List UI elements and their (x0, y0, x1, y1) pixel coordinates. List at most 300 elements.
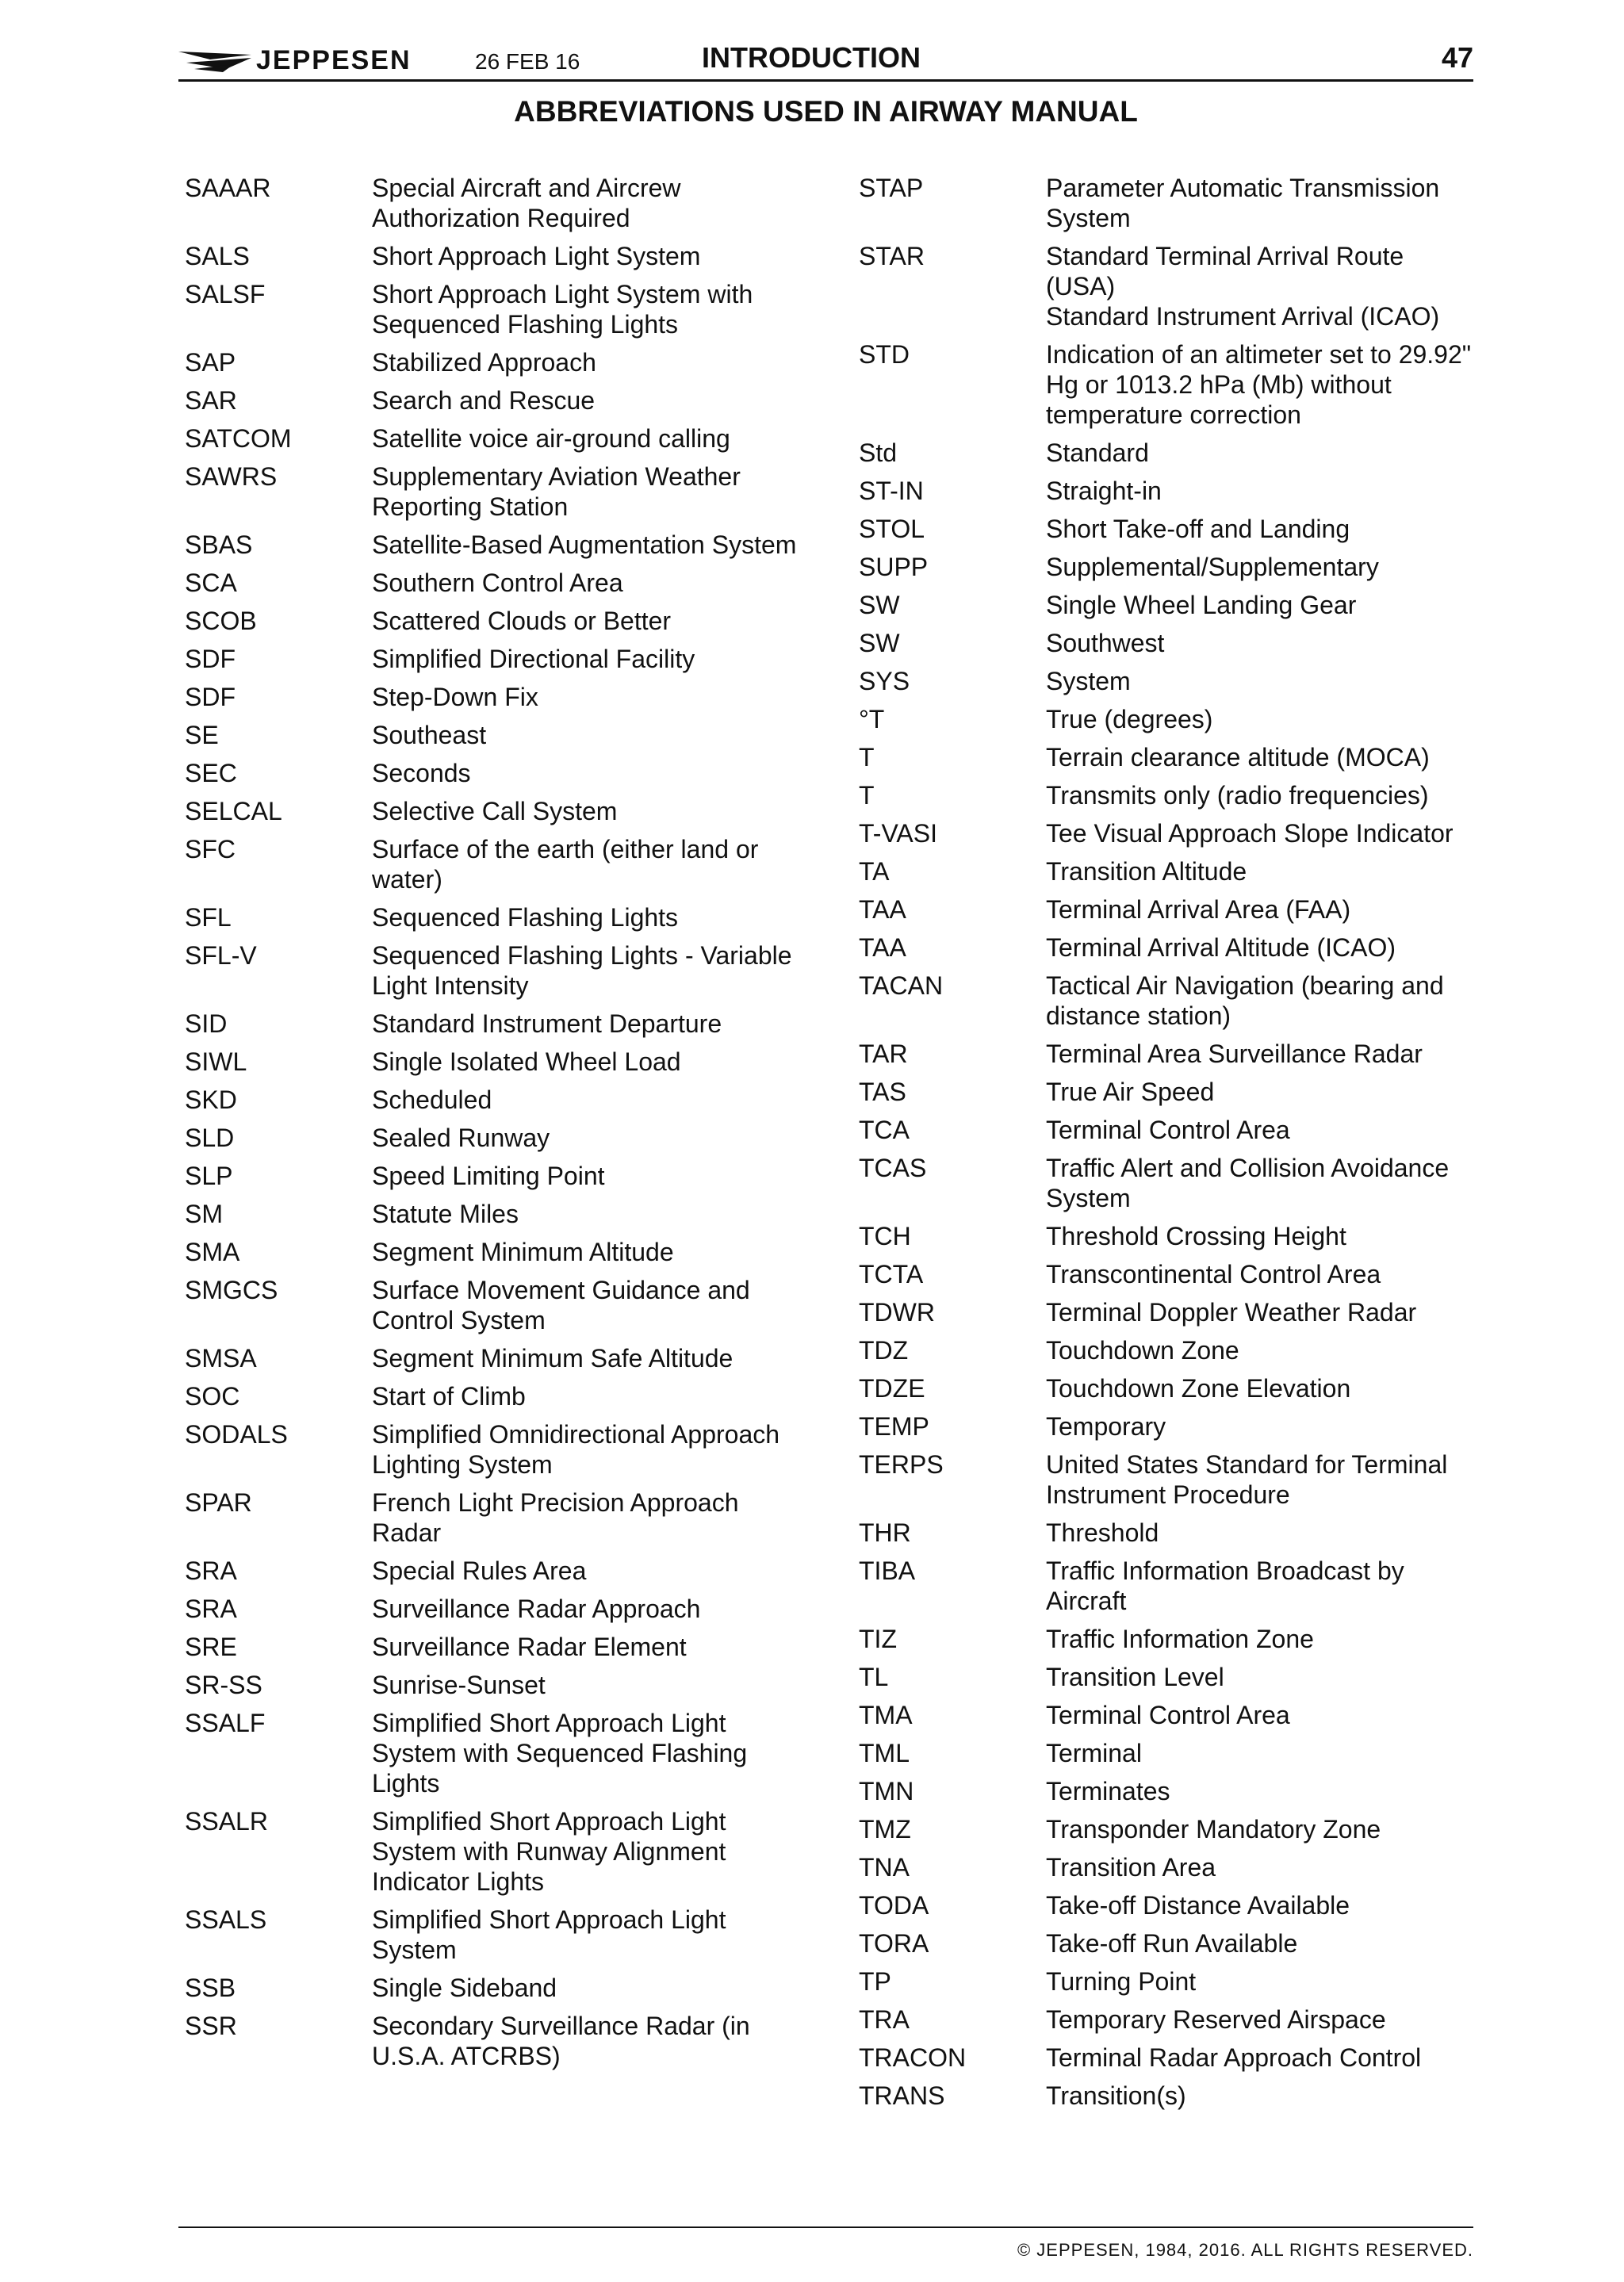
abbreviation-definitions (1046, 552, 1477, 582)
page-number: 47 (1441, 41, 1473, 74)
abbreviation-term: SPAR (185, 1488, 252, 1517)
abbreviation-term: THR (859, 1518, 911, 1547)
abbreviation-term: TRACON (859, 2043, 967, 2072)
abbreviation-row (859, 856, 1477, 886)
abbreviation-term: TAA (859, 895, 906, 924)
abbreviation-definitions (1046, 1852, 1477, 1882)
abbreviation-definition: Statute Miles (372, 1200, 519, 1228)
abbreviation-row (185, 1556, 867, 1586)
abbreviation-term: SLD (185, 1124, 235, 1152)
abbreviation-row (859, 1928, 1477, 1958)
abbreviation-definitions (1046, 2081, 1477, 2111)
abbreviation-row (185, 796, 867, 826)
abbreviation-term: TML (859, 1739, 910, 1767)
abbreviation-definitions (372, 1161, 800, 1191)
abbreviation-definitions (372, 347, 800, 377)
abbreviation-definition: Transition Area (1046, 1853, 1216, 1882)
jeppesen-swoosh-icon (178, 47, 251, 74)
abbreviation-row (859, 339, 1477, 430)
abbreviation-term: SR-SS (185, 1671, 262, 1699)
abbreviation-definitions (372, 461, 800, 522)
abbreviation-term: TEMP (859, 1412, 929, 1441)
abbreviation-definitions (1046, 971, 1477, 1031)
abbreviation-definition: Short Approach Light System (372, 242, 701, 270)
abbreviation-term: TAR (859, 1040, 908, 1068)
abbreviation-definitions (372, 173, 800, 233)
abbreviation-definitions (372, 1343, 800, 1373)
abbreviation-row (185, 758, 867, 788)
copyright-footer: © JEPPESEN, 1984, 2016. ALL RIGHTS RESERVED. (1017, 2240, 1473, 2260)
abbreviation-term: TDZ (859, 1336, 909, 1365)
abbreviation-definition: Terminal Radar Approach Control (1046, 2043, 1422, 2072)
abbreviation-definitions (1046, 476, 1477, 506)
abbreviation-row (859, 438, 1477, 468)
abbreviation-term: SMGCS (185, 1276, 278, 1304)
abbreviation-term: TRA (859, 2005, 910, 2034)
abbreviation-row (185, 902, 867, 932)
abbreviation-definitions (372, 1381, 800, 1411)
abbreviation-term: °T (859, 705, 885, 733)
abbreviation-definitions (372, 279, 800, 339)
abbreviation-definition: Temporary (1046, 1412, 1166, 1441)
abbreviation-definition: System (1046, 667, 1131, 695)
abbreviation-row (185, 2011, 867, 2071)
abbreviation-term: SAP (185, 348, 236, 377)
abbreviation-term: SAR (185, 386, 237, 415)
abbreviation-definitions (1046, 666, 1477, 696)
abbreviation-row (185, 1973, 867, 2003)
abbreviation-definition: Secondary Surveillance Radar (in U.S.A. ATCRBS) (372, 2012, 750, 2070)
abbreviation-definitions (1046, 590, 1477, 620)
abbreviation-row (859, 1890, 1477, 1920)
abbreviation-term: SID (185, 1009, 228, 1038)
abbreviation-term: SDF (185, 683, 236, 711)
abbreviation-term: TDWR (859, 1298, 935, 1327)
abbreviation-definition: Transition(s) (1046, 2081, 1186, 2110)
abbreviation-row (859, 1814, 1477, 1844)
abbreviation-definitions (1046, 1928, 1477, 1958)
abbreviation-definition: Terminal (1046, 1739, 1142, 1767)
abbreviation-definitions (1046, 628, 1477, 658)
abbreviation-row (859, 1624, 1477, 1654)
abbreviation-row (859, 476, 1477, 506)
abbreviation-definition: Standard Instrument Arrival (ICAO) (1046, 302, 1440, 331)
abbreviation-definition: Single Sideband (372, 1974, 557, 2002)
abbreviation-definition: Sequenced Flashing Lights - Variable Light Intensity (372, 941, 792, 1000)
abbreviation-row (185, 1343, 867, 1373)
abbreviation-row (185, 1632, 867, 1662)
abbreviation-term: T (859, 781, 875, 810)
abbreviation-term: SEC (185, 759, 237, 787)
abbreviation-term: SCOB (185, 607, 257, 635)
abbreviation-row (859, 590, 1477, 620)
abbreviation-definition: Southern Control Area (372, 569, 623, 597)
abbreviation-term: SE (185, 721, 219, 749)
section-title: INTRODUCTION (702, 41, 921, 74)
abbreviation-row (185, 461, 867, 522)
abbreviation-definitions (372, 758, 800, 788)
abbreviation-row (859, 894, 1477, 925)
abbreviation-definitions (372, 1973, 800, 2003)
abbreviation-term: SSB (185, 1974, 236, 2002)
abbreviation-term: TACAN (859, 971, 944, 1000)
abbreviation-term: SMA (185, 1238, 240, 1266)
abbreviation-definitions (1046, 438, 1477, 468)
abbreviation-definition: Take-off Distance Available (1046, 1891, 1350, 1920)
abbreviation-row (185, 241, 867, 271)
abbreviation-row (185, 423, 867, 454)
abbreviation-definition: Satellite-Based Augmentation System (372, 530, 797, 559)
abbreviation-definitions (1046, 1449, 1477, 1510)
abbreviation-definition: Terminal Arrival Area (FAA) (1046, 895, 1351, 924)
abbreviation-definitions (372, 720, 800, 750)
abbreviation-definition: Terminal Control Area (1046, 1116, 1290, 1144)
abbreviation-row (859, 1077, 1477, 1107)
abbreviation-row (185, 1381, 867, 1411)
abbreviation-row (185, 1009, 867, 1039)
abbreviation-row (185, 1708, 867, 1798)
abbreviation-definition: Take-off Run Available (1046, 1929, 1298, 1958)
abbreviation-term: SSALR (185, 1807, 268, 1836)
abbreviation-term: SFL-V (185, 941, 257, 970)
abbreviation-row (859, 1259, 1477, 1289)
abbreviation-row (185, 834, 867, 894)
abbreviation-term: SKD (185, 1085, 237, 1114)
abbreviation-row (859, 1153, 1477, 1213)
abbreviation-definitions (372, 1237, 800, 1267)
abbreviation-definitions (1046, 932, 1477, 963)
abbreviation-definitions (1046, 1966, 1477, 1997)
abbreviation-definition: Single Wheel Landing Gear (1046, 591, 1357, 619)
abbreviation-definitions (372, 644, 800, 674)
abbreviation-term: SIWL (185, 1047, 247, 1076)
abbreviation-definitions (1046, 1890, 1477, 1920)
abbreviation-row (185, 1806, 867, 1897)
abbreviation-row (185, 644, 867, 674)
abbreviation-term: TORA (859, 1929, 929, 1958)
abbreviation-term: SALSF (185, 280, 266, 308)
abbreviation-definitions (1046, 1411, 1477, 1442)
abbreviation-definition: Sealed Runway (372, 1124, 550, 1152)
abbreviation-term: SUPP (859, 553, 929, 581)
abbreviation-definition: Satellite voice air-ground calling (372, 424, 730, 453)
abbreviation-row (185, 1419, 867, 1480)
abbreviation-definition: Single Isolated Wheel Load (372, 1047, 681, 1076)
abbreviation-definitions (1046, 241, 1477, 331)
abbreviation-row (185, 940, 867, 1001)
abbreviation-row (859, 1411, 1477, 1442)
header-rule (178, 79, 1473, 82)
abbreviation-row (859, 1700, 1477, 1730)
abbreviation-term: SW (859, 591, 900, 619)
abbreviation-row (859, 2081, 1477, 2111)
abbreviation-definitions (1046, 1624, 1477, 1654)
abbreviation-term: STAR (859, 242, 925, 270)
header-date: 26 FEB 16 (475, 49, 580, 74)
abbreviation-definition: Short Approach Light System with Sequenced Flashing Lights (372, 280, 753, 339)
abbreviation-term: SALS (185, 242, 250, 270)
abbreviation-definition: Traffic Information Zone (1046, 1625, 1314, 1653)
page-title: ABBREVIATIONS USED IN AIRWAY MANUAL (514, 95, 1138, 128)
abbreviation-definitions (372, 796, 800, 826)
abbreviation-term: TIBA (859, 1556, 916, 1585)
abbreviation-term: ST-IN (859, 477, 924, 505)
abbreviation-term: SELCAL (185, 797, 282, 825)
abbreviation-definitions (372, 1905, 800, 1965)
abbreviation-definition: Step-Down Fix (372, 683, 538, 711)
abbreviation-definition: Simplified Short Approach Light System with Sequenced Flashing Lights (372, 1709, 748, 1798)
abbreviation-term: TCTA (859, 1260, 924, 1288)
abbreviation-row (185, 568, 867, 598)
abbreviation-term: SW (859, 629, 900, 657)
abbreviation-row (859, 1373, 1477, 1403)
abbreviation-definitions (372, 1275, 800, 1335)
abbreviation-definitions (1046, 1814, 1477, 1844)
abbreviation-definition: Surveillance Radar Approach (372, 1595, 701, 1623)
abbreviation-term: SODALS (185, 1420, 288, 1449)
abbreviation-definition: Standard (1046, 438, 1149, 467)
abbreviation-term: SYS (859, 667, 910, 695)
abbreviation-definition: Supplemental/Supplementary (1046, 553, 1379, 581)
abbreviation-row (859, 1115, 1477, 1145)
abbreviation-row (859, 1662, 1477, 1692)
abbreviation-definitions (372, 1488, 800, 1548)
abbreviation-definition: Segment Minimum Altitude (372, 1238, 674, 1266)
abbreviation-definitions (372, 423, 800, 454)
abbreviation-term: TMN (859, 1777, 914, 1805)
abbreviation-definitions (372, 1419, 800, 1480)
abbreviation-row (859, 552, 1477, 582)
abbreviation-definitions (372, 385, 800, 415)
abbreviation-definitions (1046, 1115, 1477, 1145)
abbreviation-term: SM (185, 1200, 223, 1228)
abbreviation-definition: Indication of an altimeter set to 29.92" Hg or 1013.2 hPa (Mb) without temperature correction (1046, 340, 1472, 429)
abbreviation-definitions (1046, 1221, 1477, 1251)
abbreviation-term: TCAS (859, 1154, 927, 1182)
abbreviation-row (185, 1594, 867, 1624)
abbreviation-definition: Simplified Short Approach Light System with Runway Alignment Indicator Lights (372, 1807, 726, 1896)
abbreviation-definition: Seconds (372, 759, 471, 787)
abbreviation-definition: Segment Minimum Safe Altitude (372, 1344, 733, 1373)
logo-text: JEPPESEN (256, 44, 412, 75)
abbreviation-term: SOC (185, 1382, 240, 1411)
abbreviation-definitions (372, 1085, 800, 1115)
abbreviation-definition: Terrain clearance altitude (MOCA) (1046, 743, 1430, 772)
abbreviation-definition: Surface of the earth (either land or water) (372, 835, 759, 894)
abbreviation-term: SBAS (185, 530, 253, 559)
abbreviation-definition: Transmits only (radio frequencies) (1046, 781, 1429, 810)
abbreviation-definition: Terminates (1046, 1777, 1170, 1805)
abbreviation-term: TIZ (859, 1625, 897, 1653)
abbreviation-definition: Sequenced Flashing Lights (372, 903, 679, 932)
abbreviation-definitions (1046, 339, 1477, 430)
abbreviation-row (185, 1905, 867, 1965)
abbreviation-definitions (372, 1009, 800, 1039)
abbreviation-definitions (372, 1594, 800, 1624)
abbreviation-row (859, 1297, 1477, 1327)
abbreviation-term: SSALS (185, 1905, 267, 1934)
abbreviation-definitions (1046, 818, 1477, 848)
abbreviation-definition: Speed Limiting Point (372, 1162, 605, 1190)
abbreviation-term: SFL (185, 903, 232, 932)
abbreviation-definitions (372, 1199, 800, 1229)
abbreviation-term: TERPS (859, 1450, 944, 1479)
abbreviation-row (859, 1776, 1477, 1806)
abbreviation-term: STOL (859, 515, 925, 543)
abbreviation-definitions (372, 606, 800, 636)
abbreviation-definitions (372, 2011, 800, 2071)
abbreviation-definition: Scattered Clouds or Better (372, 607, 672, 635)
abbreviation-term: TL (859, 1663, 889, 1691)
abbreviation-row (185, 385, 867, 415)
abbreviation-term: TRANS (859, 2081, 945, 2110)
abbreviation-definitions (372, 834, 800, 894)
abbreviation-term: SFC (185, 835, 236, 863)
abbreviation-definitions (372, 1123, 800, 1153)
abbreviation-definition: Scheduled (372, 1085, 492, 1114)
abbreviation-definitions (372, 1806, 800, 1897)
abbreviation-term: SRA (185, 1595, 237, 1623)
abbreviation-term: SAWRS (185, 462, 278, 491)
abbreviation-row (185, 606, 867, 636)
abbreviation-row (185, 1275, 867, 1335)
abbreviation-row (185, 1237, 867, 1267)
abbreviation-definitions (372, 902, 800, 932)
abbreviation-row (859, 1966, 1477, 1997)
abbreviation-row (859, 818, 1477, 848)
right-abbreviation-column (859, 173, 1477, 2119)
abbreviation-definitions (372, 1556, 800, 1586)
abbreviation-definition: Transition Level (1046, 1663, 1224, 1691)
abbreviation-definitions (1046, 1335, 1477, 1365)
abbreviation-definition: Simplified Directional Facility (372, 645, 695, 673)
abbreviation-term: TAA (859, 933, 906, 962)
abbreviation-row (859, 1738, 1477, 1768)
abbreviation-term: SDF (185, 645, 236, 673)
abbreviation-definitions (1046, 1373, 1477, 1403)
abbreviation-definition: Traffic Alert and Collision Avoidance System (1046, 1154, 1450, 1212)
abbreviation-definition: Simplified Omnidirectional Approach Lighting System (372, 1420, 780, 1479)
abbreviation-definitions (1046, 1662, 1477, 1692)
abbreviation-definitions (1046, 1297, 1477, 1327)
abbreviation-definition: True (degrees) (1046, 705, 1213, 733)
abbreviation-definitions (1046, 1700, 1477, 1730)
abbreviation-row (185, 1199, 867, 1229)
abbreviation-definition: Straight-in (1046, 477, 1162, 505)
abbreviation-row (859, 971, 1477, 1031)
abbreviation-definition: French Light Precision Approach Radar (372, 1488, 739, 1547)
abbreviation-definitions (1046, 742, 1477, 772)
abbreviation-term: STD (859, 340, 910, 369)
abbreviation-definition: United States Standard for Terminal Instrument Procedure (1046, 1450, 1448, 1509)
abbreviation-definitions (1046, 1556, 1477, 1616)
abbreviation-row (185, 1047, 867, 1077)
abbreviation-row (859, 1449, 1477, 1510)
abbreviation-definitions (1046, 856, 1477, 886)
abbreviation-definition: Supplementary Aviation Weather Reporting Station (372, 462, 741, 521)
abbreviation-definition: Surveillance Radar Element (372, 1633, 687, 1661)
abbreviation-term: SRA (185, 1556, 237, 1585)
abbreviation-term: SATCOM (185, 424, 292, 453)
abbreviation-definition: Start of Climb (372, 1382, 526, 1411)
abbreviation-definition: Southeast (372, 721, 487, 749)
abbreviation-row (185, 1161, 867, 1191)
abbreviation-definitions (1046, 704, 1477, 734)
abbreviation-definition: Sunrise-Sunset (372, 1671, 546, 1699)
abbreviation-term: SMSA (185, 1344, 257, 1373)
jeppesen-logo (178, 44, 412, 76)
abbreviation-definitions (1046, 1259, 1477, 1289)
abbreviation-row (185, 682, 867, 712)
abbreviation-row (185, 1670, 867, 1700)
abbreviation-definitions (1046, 2004, 1477, 2035)
abbreviation-definition: Turning Point (1046, 1967, 1197, 1996)
abbreviation-definition: Transcontinental Control Area (1046, 1260, 1381, 1288)
abbreviation-definitions (1046, 514, 1477, 544)
abbreviation-term: SAAAR (185, 174, 271, 202)
abbreviation-row (185, 347, 867, 377)
abbreviation-term: SSR (185, 2012, 237, 2040)
abbreviation-definitions (1046, 2043, 1477, 2073)
abbreviation-row (859, 932, 1477, 963)
abbreviation-row (185, 173, 867, 233)
abbreviation-definition: Touchdown Zone Elevation (1046, 1374, 1351, 1403)
abbreviation-definitions (1046, 1077, 1477, 1107)
abbreviation-definition: Terminal Control Area (1046, 1701, 1290, 1729)
abbreviation-definition: Traffic Information Broadcast by Aircraft (1046, 1556, 1404, 1615)
abbreviation-row (185, 720, 867, 750)
abbreviation-row (859, 241, 1477, 331)
abbreviation-row (859, 2043, 1477, 2073)
abbreviation-row (185, 1488, 867, 1548)
abbreviation-term: Std (859, 438, 898, 467)
abbreviation-row (859, 2004, 1477, 2035)
abbreviation-definition: Surface Movement Guidance and Control System (372, 1276, 750, 1334)
abbreviation-row (859, 780, 1477, 810)
abbreviation-term: TA (859, 857, 890, 886)
abbreviation-definition: Standard Terminal Arrival Route (USA) (1046, 242, 1404, 301)
page-header (178, 40, 1473, 78)
abbreviation-definition: Southwest (1046, 629, 1165, 657)
abbreviation-definition: Terminal Area Surveillance Radar (1046, 1040, 1423, 1068)
abbreviation-definition: Terminal Arrival Altitude (ICAO) (1046, 933, 1396, 962)
abbreviation-definitions (372, 940, 800, 1001)
left-abbreviation-column (185, 173, 867, 2079)
abbreviation-row (185, 1123, 867, 1153)
abbreviation-row (185, 530, 867, 560)
abbreviation-term: TP (859, 1967, 891, 1996)
abbreviation-definition: Stabilized Approach (372, 348, 596, 377)
abbreviation-definition: Transition Altitude (1046, 857, 1247, 886)
abbreviation-definition: Special Aircraft and Aircrew Authorization Required (372, 174, 681, 232)
abbreviation-definition: Standard Instrument Departure (372, 1009, 722, 1038)
abbreviation-row (185, 1085, 867, 1115)
abbreviation-term: SLP (185, 1162, 233, 1190)
abbreviation-row (859, 1852, 1477, 1882)
abbreviation-definition: Touchdown Zone (1046, 1336, 1239, 1365)
abbreviation-definitions (1046, 894, 1477, 925)
abbreviation-term: SRE (185, 1633, 237, 1661)
abbreviation-term: T-VASI (859, 819, 937, 848)
abbreviation-definition: Threshold (1046, 1518, 1159, 1547)
abbreviation-definitions (1046, 1738, 1477, 1768)
abbreviation-definitions (1046, 1518, 1477, 1548)
abbreviation-term: TDZE (859, 1374, 925, 1403)
abbreviation-term: TNA (859, 1853, 910, 1882)
abbreviation-definition: Temporary Reserved Airspace (1046, 2005, 1386, 2034)
abbreviation-term: TAS (859, 1078, 906, 1106)
abbreviation-term: TCH (859, 1222, 911, 1250)
